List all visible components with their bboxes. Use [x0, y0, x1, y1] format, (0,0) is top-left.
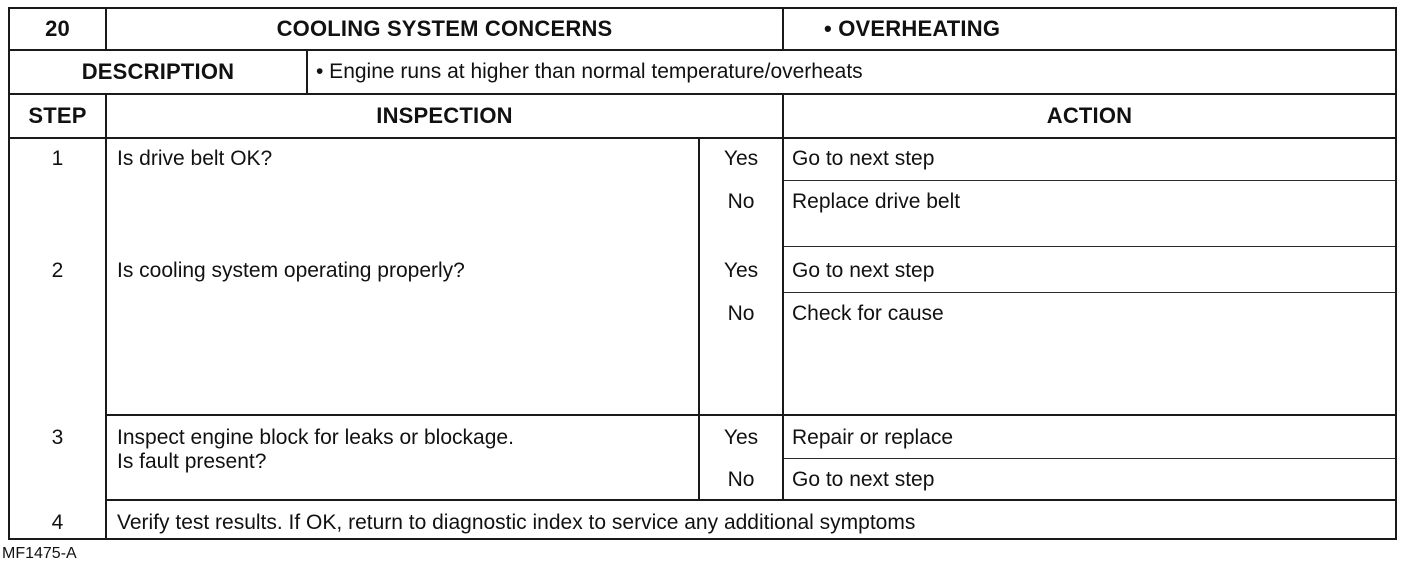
rule-step3-end: [105, 499, 1395, 501]
no-label: No: [727, 302, 755, 325]
rule-below-column-headers: [10, 137, 1395, 139]
section-title: COOLING SYSTEM CONCERNS: [276, 16, 613, 41]
no-action: Go to next step: [792, 468, 935, 491]
description-label: DESCRIPTION: [81, 59, 235, 84]
inspection-text: Is fault present?: [117, 450, 267, 473]
col-rule-symptom: [782, 9, 784, 49]
rule-step3-yes: [782, 458, 1395, 459]
step-number: 2: [51, 259, 64, 282]
no-label: No: [727, 468, 755, 491]
inspection-text: Inspect engine block for leaks or blockage.: [117, 426, 514, 449]
yes-action: Go to next step: [792, 259, 935, 282]
rule-step2-yes: [782, 292, 1395, 293]
col-rule-action: [782, 93, 784, 499]
symptom-title: • OVERHEATING: [824, 16, 1001, 41]
column-header-action: ACTION: [1046, 103, 1133, 128]
col-rule-description: [306, 49, 308, 93]
step-number: 3: [51, 426, 64, 449]
yes-label: Yes: [723, 147, 759, 170]
column-header-inspection: INSPECTION: [376, 103, 513, 128]
no-label: No: [727, 190, 755, 213]
yes-action: Go to next step: [792, 147, 935, 170]
rule-step1-yes: [782, 180, 1395, 181]
col-rule-step: [105, 93, 107, 538]
step-number: 4: [51, 511, 64, 534]
step-number: 1: [51, 147, 64, 170]
rule-step2-end: [105, 414, 1395, 416]
inspection-text: Verify test results. If OK, return to diagnostic index to service any additional symptoms: [117, 511, 916, 534]
inspection-text: Is drive belt OK?: [117, 147, 273, 170]
column-header-step: STEP: [28, 103, 87, 128]
section-code: 20: [45, 16, 70, 41]
description-text: • Engine runs at higher than normal temperature/overheats: [316, 60, 863, 83]
yes-label: Yes: [723, 259, 759, 282]
figure-code: MF1475-A: [2, 545, 77, 562]
inspection-text: Is cooling system operating properly?: [117, 259, 465, 282]
rule-step1-end: [782, 246, 1395, 247]
yes-label: Yes: [723, 426, 759, 449]
no-action: Replace drive belt: [792, 190, 961, 213]
yes-action: Repair or replace: [792, 426, 954, 449]
diagnostic-table: [8, 7, 1397, 540]
no-action: Check for cause: [792, 302, 944, 325]
